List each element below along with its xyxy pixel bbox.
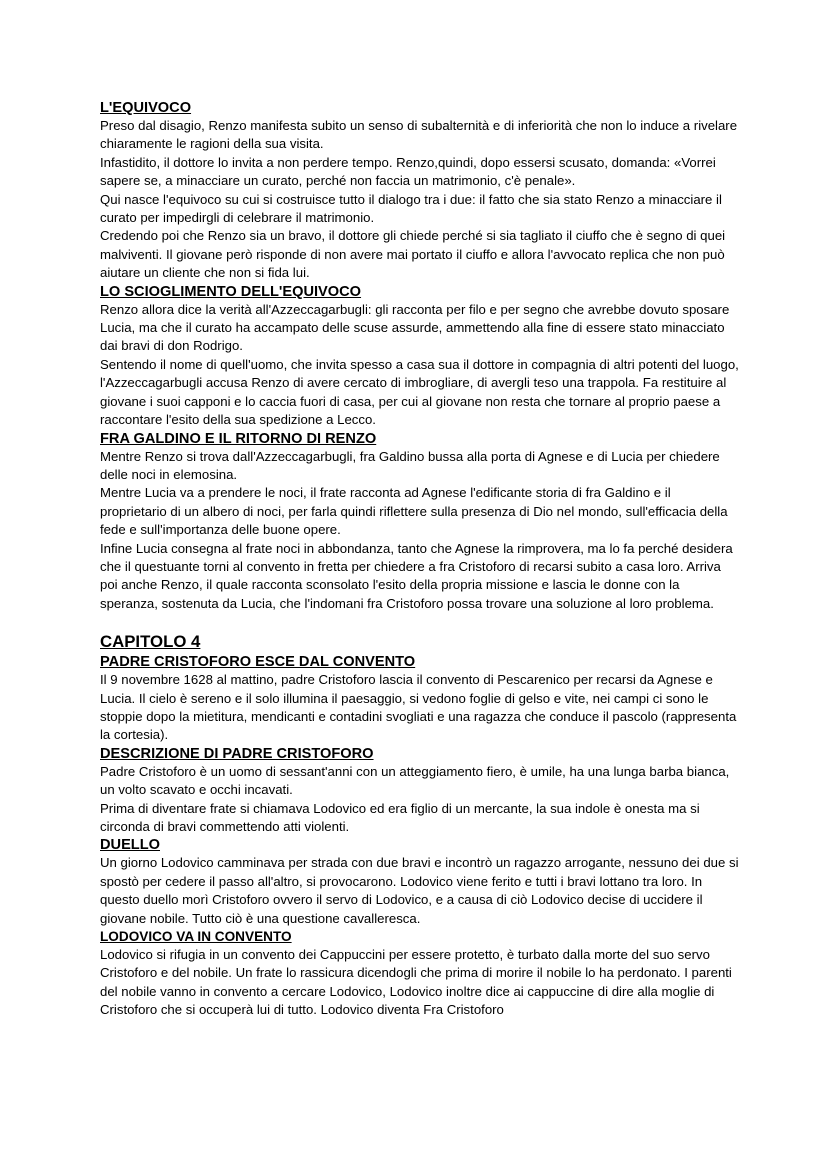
paragraph: Padre Cristoforo è un uomo di sessant'anni con un atteggiamento fiero, è umile, ha una lunga barba bianca, un volto scavato e occhi incavati. xyxy=(100,763,730,798)
section-heading: FRA GALDINO E IL RITORNO DI RENZO xyxy=(100,430,377,447)
section-lodovico-convento xyxy=(100,928,740,1020)
paragraph: Qui nasce l'equivoco su cui si costruisce tutto il dialogo tra i due: il fatto che sia stato Renzo a minacciare il curato per impedirgli di celebrare il matrimonio. xyxy=(100,191,722,226)
paragraph: Mentre Renzo si trova dall'Azzeccagarbugli, fra Galdino bussa alla porta di Agnese e di Lucia per chiedere delle noci in elemosina. xyxy=(100,448,720,482)
section-descrizione xyxy=(100,745,740,837)
section-equivoco xyxy=(100,99,740,283)
chapter-title: CAPITOLO 4 xyxy=(100,632,201,652)
section-heading: DUELLO xyxy=(100,837,160,854)
section-fra-galdino xyxy=(100,430,740,614)
paragraph: Un giorno Lodovico camminava per strada con due bravi e incontrò un ragazzo arrogante, nessuno dei due si spostò per cedere il passo all'altro, si provocarono. Lodovico viene ferito e tutti i bravi lottano tra loro. In questo duello morì Cristoforo ovvero il servo di Lodovico, e a causa di ciò Lodovico decise di uccidere il giovane nobile. Tutto ciò è una questione cavalleresca. xyxy=(100,855,739,926)
paragraph: Prima di diventare frate si chiamava Lodovico ed era figlio di un mercante, la sua indole è onesta ma si circonda di bravi commettendo atti violenti. xyxy=(100,800,700,834)
section-scioglimento xyxy=(100,283,740,430)
paragraph: Lodovico si rifugia in un convento dei Cappuccini per essere protetto, è turbato dalla morte del suo servo Cristoforo e del nobile. Un frate lo rassicura dicendogli che prima di morire il nobile lo ha perdonato. I parenti del nobile vanno in convento a cercare Lodovico, Lodovico inoltre dice ai cappuccine di dire alla moglie di Cristoforo che si occuperà lui di tutto. Lodovico diventa Fra Cristoforo xyxy=(100,947,732,1018)
paragraph: Preso dal disagio, Renzo manifesta subito un senso di subalternità e di inferiorità che non lo induce a rivelare chiaramente le ragioni della sua visita. xyxy=(100,118,738,152)
paragraph: Infine Lucia consegna al frate noci in abbondanza, tanto che Agnese la rimprovera, ma lo fa perché desidera che il questuante torni al convento in fretta per chiedere a fra Cristoforo di recarsi subito a casa loro. Arriva poi anche Renzo, il quale racconta sconsolato l'esito della propria missione e lascia le donne con la speranza, sostenuta da Lucia, che l'indomani fra Cristoforo possa trovare una soluzione al loro problema. xyxy=(100,540,733,611)
paragraph: Mentre Lucia va a prendere le noci, il frate racconta ad Agnese l'edificante storia di fra Galdino e il proprietario di un albero di noci, per farla quindi riflettere sulla presenza di Dio nel mondo, sull'efficacia della fede e sull'importanza delle buone opere. xyxy=(100,485,728,538)
section-heading: PADRE CRISTOFORO ESCE DAL CONVENTO xyxy=(100,654,416,671)
chapter-spacer xyxy=(100,613,740,631)
document-page xyxy=(100,99,740,1020)
paragraph: Sentendo il nome di quell'uomo, che invita spesso a casa sua il dottore in compagnia di altri potenti del luogo, l'Azzeccagarbugli accusa Renzo di avere cercato di imbrogliare, di avergli teso una trappola. Fa restituire al giovane i suoi capponi e lo caccia fuori di casa, per cui al giovane non resta che tornare al proprio paese a raccontare l'esito della sua spedizione a Lecco. xyxy=(100,356,739,428)
paragraph: Credendo poi che Renzo sia un bravo, il dottore gli chiede perché si sia tagliato il ciuffo che è segno di quei malviventi. Il giovane però risponde di non avere mai portato il ciuffo e allora l'avvocato replica che non può aiutare un cliente che non si fida lui. xyxy=(100,228,726,281)
section-duello xyxy=(100,836,740,928)
section-padre-cristoforo-esce xyxy=(100,653,740,745)
paragraph: Infastidito, il dottore lo invita a non perdere tempo. Renzo,quindi, dopo essersi scusato, domanda: «Vorrei sapere se, a minacciare un curato, perché non faccia un matrimonio, c'è penale». xyxy=(100,154,716,189)
section-heading: LO SCIOGLIMENTO DELL'EQUIVOCO xyxy=(100,283,362,300)
section-heading: L'EQUIVOCO xyxy=(100,100,192,116)
section-heading: DESCRIZIONE DI PADRE CRISTOFORO xyxy=(100,745,374,762)
section-heading: LODOVICO VA IN CONVENTO xyxy=(100,929,292,945)
paragraph: Renzo allora dice la verità all'Azzeccagarbugli: gli racconta per filo e per segno che avrebbe dovuto sposare Lucia, ma che il curato ha accampato delle scuse assurde, ammettendo alla fine di essere stato minacciato dai bravi di don Rodrigo. xyxy=(100,301,730,354)
paragraph: Il 9 novembre 1628 al mattino, padre Cristoforo lascia il convento di Pescarenico per recarsi da Agnese e Lucia. Il cielo è sereno e il solo illumina il paesaggio, si vedono foglie di gelso e vite, nei campi ci sono le stoppie dopo la mietitura, mendicanti e contadini svogliati e una ragazza che conduce il pascolo (rappresenta la cortesia). xyxy=(100,672,737,743)
chapter-4 xyxy=(100,631,740,1020)
